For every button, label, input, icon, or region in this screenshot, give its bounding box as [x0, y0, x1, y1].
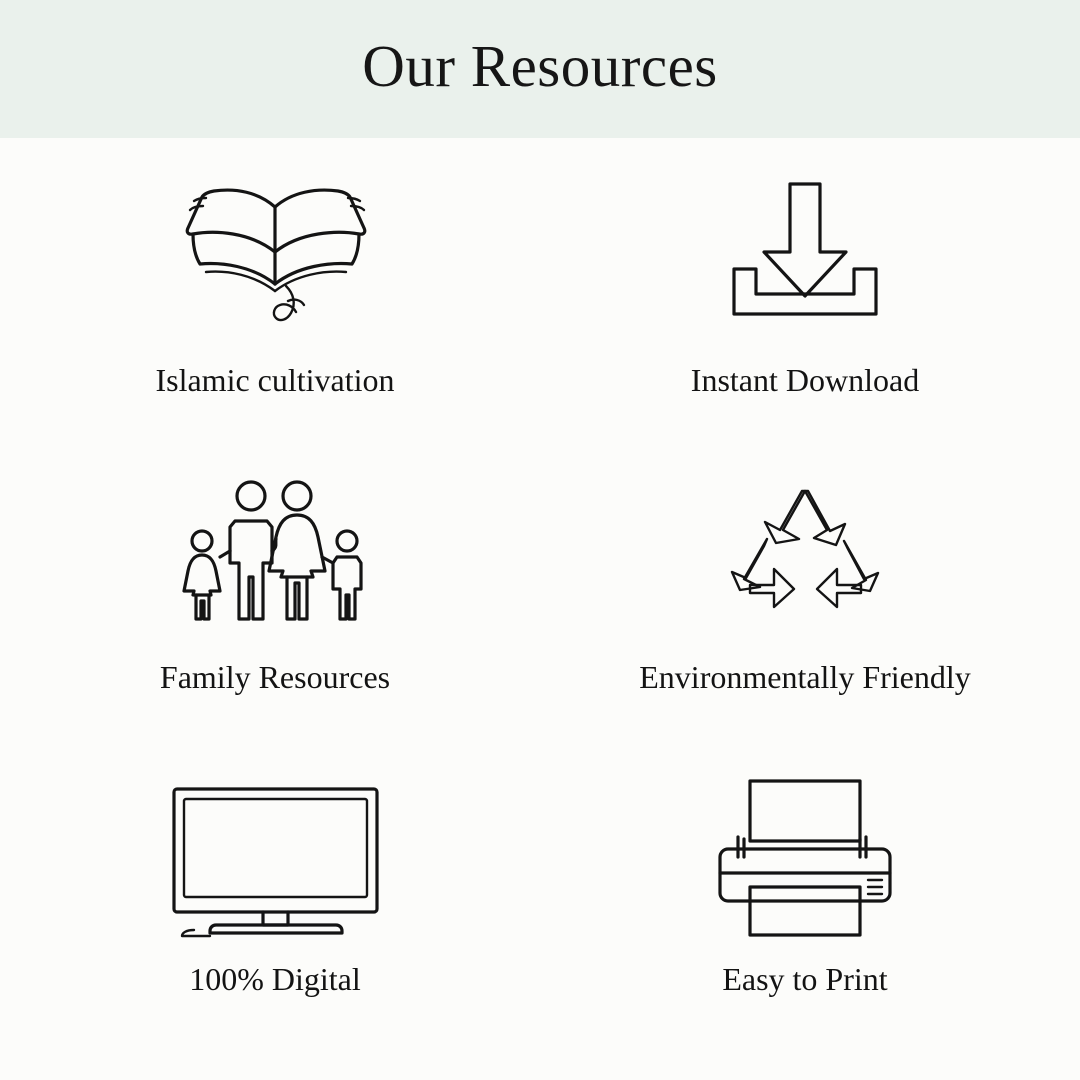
download-arrow-icon — [720, 166, 890, 341]
feature-label: Easy to Print — [722, 961, 888, 997]
feature-item — [540, 166, 1070, 468]
page-header-band — [0, 0, 1080, 138]
feature-item — [540, 770, 1070, 1072]
feature-label: 100% Digital — [189, 961, 361, 997]
open-book-icon — [170, 166, 380, 341]
recycle-icon — [720, 468, 890, 646]
feature-label: Family Resources — [159, 659, 391, 695]
desktop-monitor-icon — [168, 770, 383, 948]
features-grid — [0, 138, 1080, 1072]
printer-icon — [708, 770, 903, 948]
feature-label: Environmentally Friendly — [639, 659, 971, 695]
feature-label: Instant Download — [690, 362, 920, 398]
feature-item — [10, 468, 540, 770]
feature-item — [540, 468, 1070, 770]
page-title: Our Resources — [362, 32, 718, 99]
feature-item — [10, 166, 540, 468]
feature-label: Islamic cultivation — [155, 362, 395, 398]
family-group-icon — [175, 468, 375, 646]
feature-item — [10, 770, 540, 1072]
